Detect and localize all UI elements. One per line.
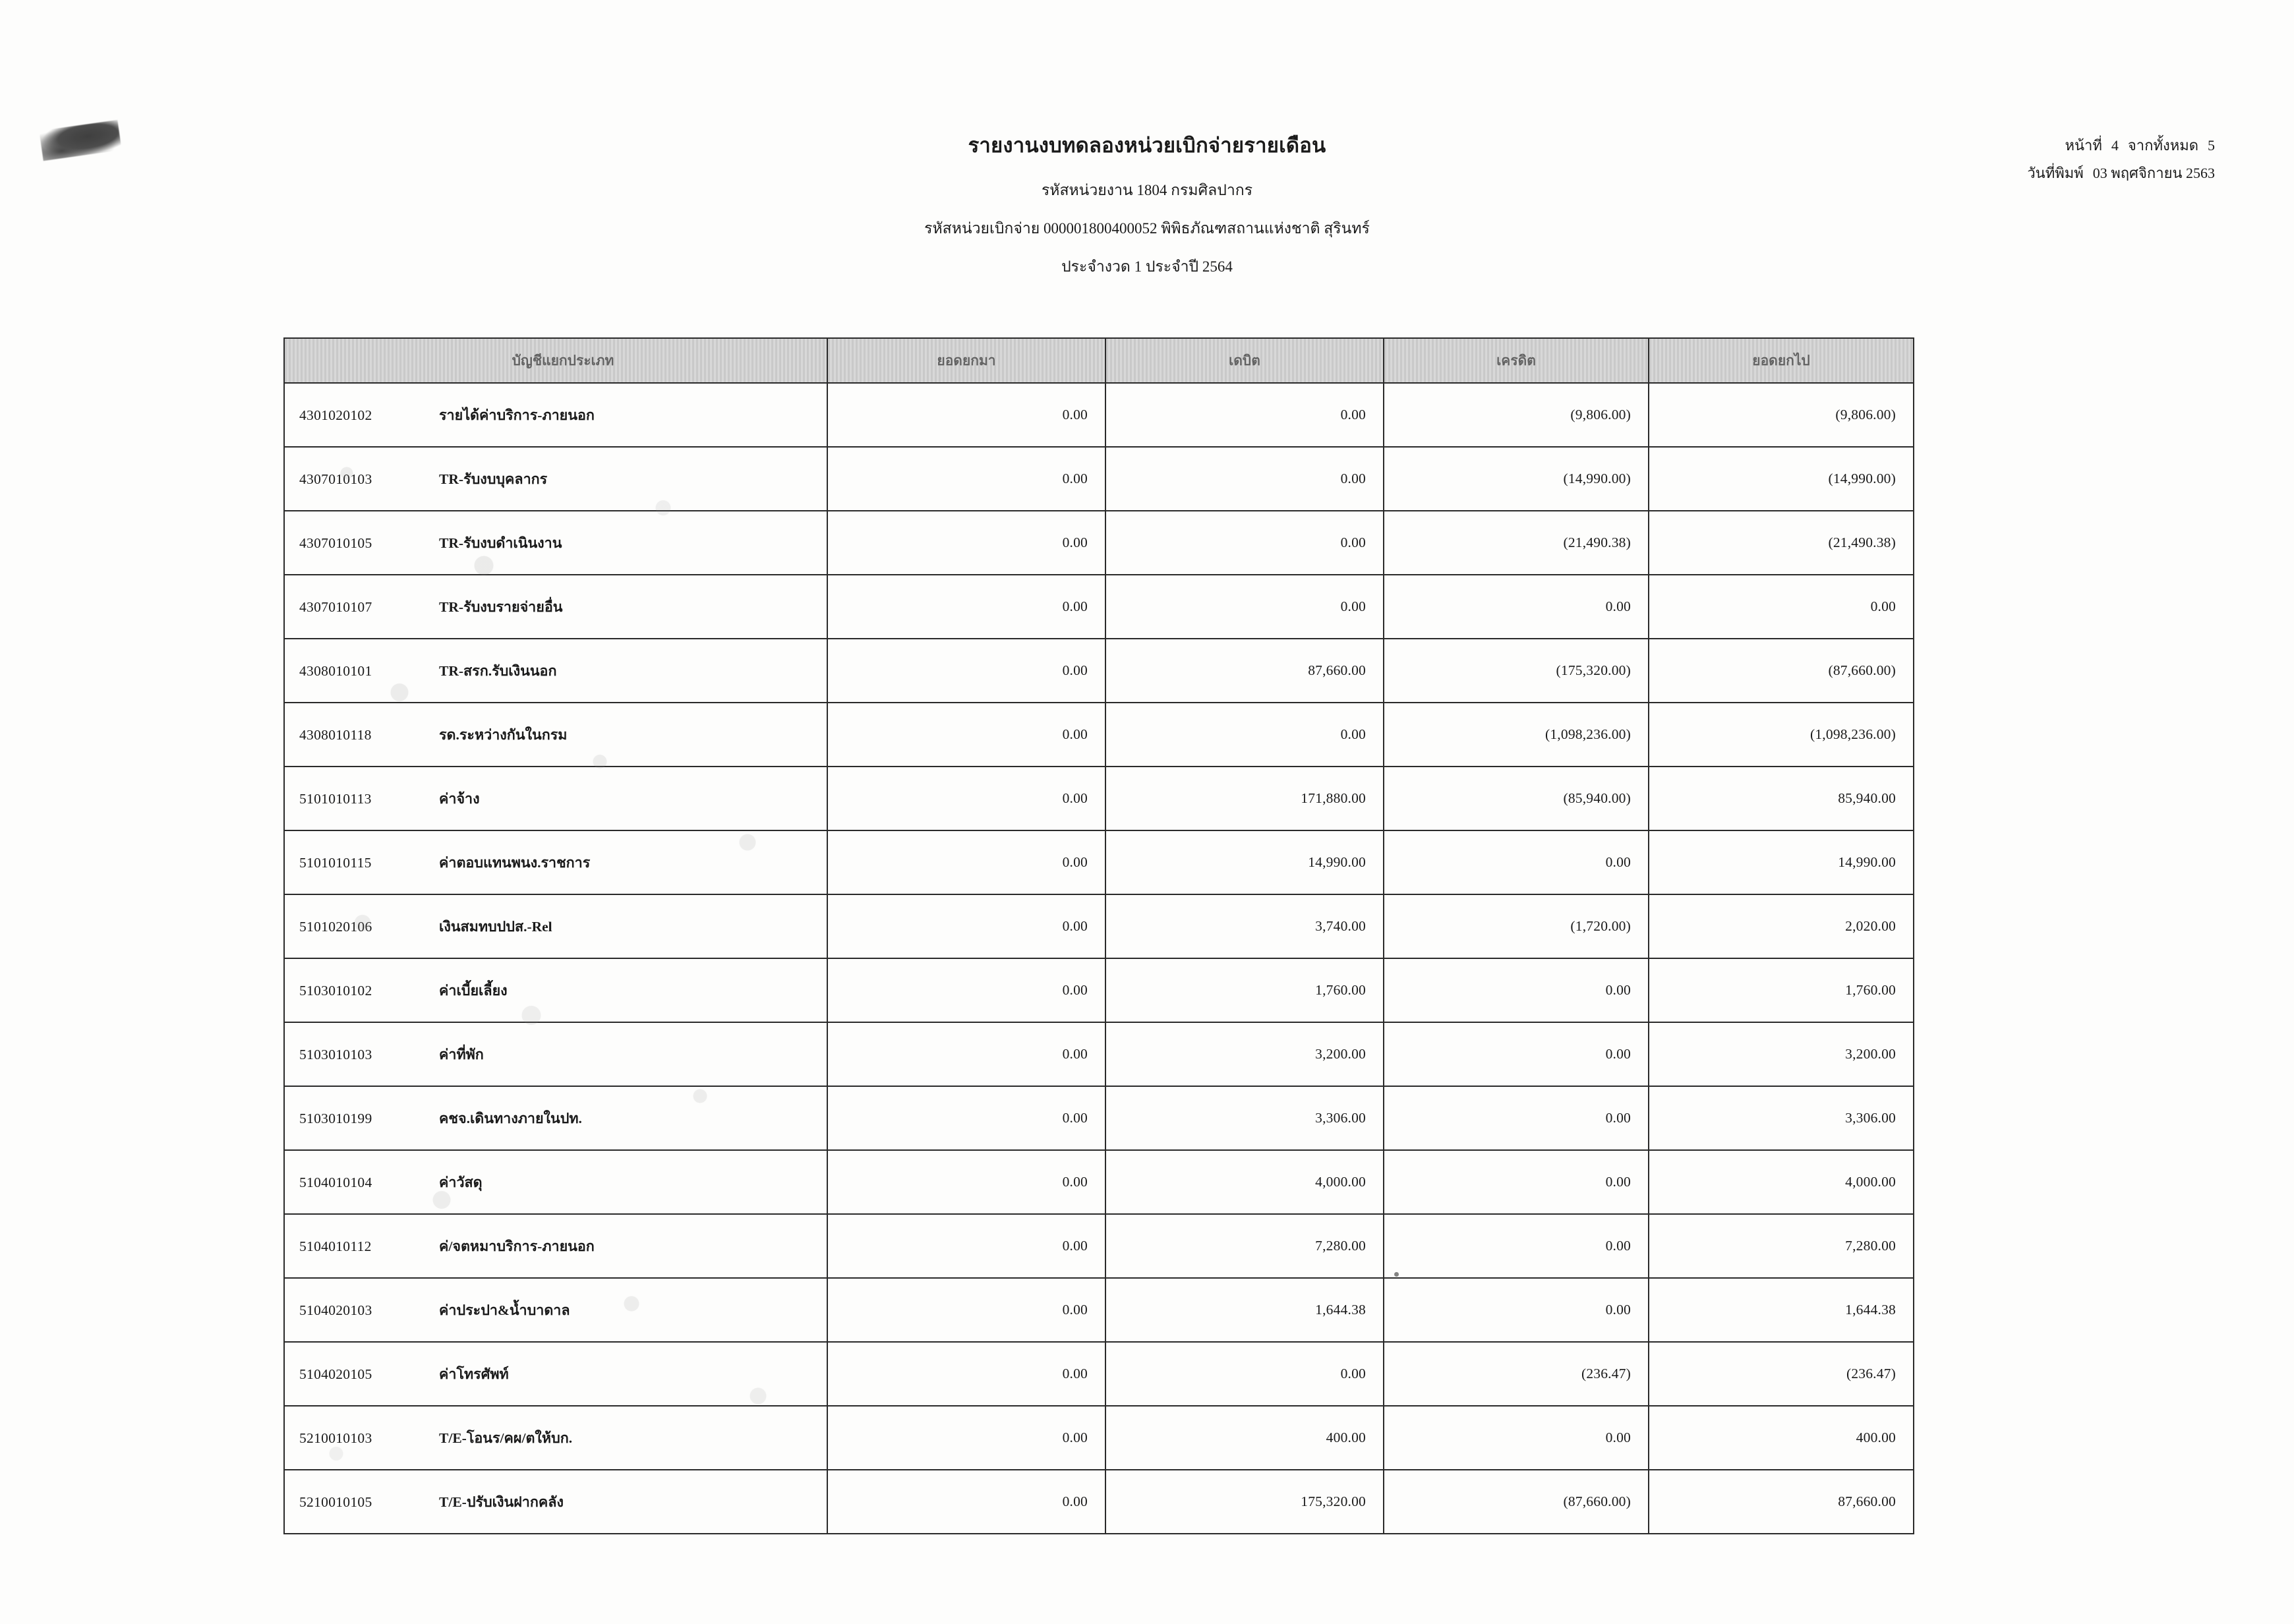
cell-credit: 0.00 (1384, 575, 1649, 639)
cell-credit: 0.00 (1384, 1278, 1649, 1342)
cell-account (284, 1022, 827, 1086)
account-name: ค่าวัสดุ (439, 1174, 483, 1190)
cell-opening: 0.00 (827, 767, 1105, 830)
trial-balance-table (283, 337, 1914, 1534)
table-row (284, 1214, 1914, 1278)
cell-account (284, 1150, 827, 1214)
account-code: 5104020103 (299, 1302, 372, 1318)
cell-account (284, 575, 827, 639)
cell-debit: 0.00 (1105, 575, 1384, 639)
account-name: ค่าประปา&น้ำบาดาล (439, 1302, 570, 1318)
cell-account (284, 1470, 827, 1534)
account-name: TR-รับงบรายจ่ายอื่น (439, 598, 563, 615)
account-code: 4307010105 (299, 535, 372, 551)
cell-closing: 0.00 (1649, 575, 1914, 639)
table-row (284, 1406, 1914, 1470)
cell-account (284, 767, 827, 830)
account-name: รด.ระหว่างกันในกรม (439, 726, 568, 743)
cell-debit: 4,000.00 (1105, 1150, 1384, 1214)
cell-credit: (87,660.00) (1384, 1470, 1649, 1534)
cell-opening: 0.00 (827, 511, 1105, 575)
col-header-credit: เครดิต (1384, 338, 1649, 383)
table-row (284, 1150, 1914, 1214)
account-name: ค่าเบี้ยเลี้ยง (439, 982, 508, 999)
table-row (284, 958, 1914, 1022)
cell-credit: (21,490.38) (1384, 511, 1649, 575)
table-row (284, 767, 1914, 830)
account-code: 5104010112 (299, 1238, 372, 1254)
cell-closing: 1,760.00 (1649, 958, 1914, 1022)
cell-debit: 0.00 (1105, 383, 1384, 447)
col-header-account: บัญชีแยกประเภท (284, 338, 827, 383)
account-name: T/E-โอนร/คผ/ตให้บก. (439, 1430, 573, 1446)
cell-credit: (1,720.00) (1384, 894, 1649, 958)
col-header-debit: เดบิต (1105, 338, 1384, 383)
cell-debit: 0.00 (1105, 1342, 1384, 1406)
cell-credit: (175,320.00) (1384, 639, 1649, 703)
cell-opening: 0.00 (827, 894, 1105, 958)
cell-account (284, 703, 827, 767)
account-code: 5104010104 (299, 1174, 372, 1190)
cell-credit: (9,806.00) (1384, 383, 1649, 447)
cell-opening: 0.00 (827, 958, 1105, 1022)
cell-credit: (236.47) (1384, 1342, 1649, 1406)
account-name: ค่าโทรศัพท์ (439, 1366, 509, 1382)
account-name: TR-รับงบดำเนินงาน (439, 535, 562, 551)
cell-credit: 0.00 (1384, 1214, 1649, 1278)
scan-artifact-speck (1394, 1272, 1399, 1277)
account-code: 4308010101 (299, 662, 372, 679)
cell-closing: 7,280.00 (1649, 1214, 1914, 1278)
cell-opening: 0.00 (827, 703, 1105, 767)
table-row (284, 1470, 1914, 1534)
total-pages-label: จากทั้งหมด (2127, 137, 2198, 154)
page-number-row (2027, 132, 2215, 160)
cell-closing: 2,020.00 (1649, 894, 1914, 958)
table-header-row (284, 338, 1914, 383)
print-date-label: วันที่พิมพ์ (2027, 164, 2084, 181)
cell-closing: (87,660.00) (1649, 639, 1914, 703)
cell-debit: 3,740.00 (1105, 894, 1384, 958)
account-code: 5101010113 (299, 790, 372, 807)
cell-debit: 0.00 (1105, 447, 1384, 511)
account-code: 5210010105 (299, 1494, 372, 1510)
cell-opening: 0.00 (827, 830, 1105, 894)
cell-opening: 0.00 (827, 1406, 1105, 1470)
account-code: 5101020106 (299, 918, 372, 935)
table-row (284, 1278, 1914, 1342)
cell-account (284, 383, 827, 447)
cell-debit: 3,306.00 (1105, 1086, 1384, 1150)
cell-closing: (21,490.38) (1649, 511, 1914, 575)
cell-account (284, 1086, 827, 1150)
account-code: 5103010199 (299, 1110, 372, 1126)
cell-closing: 3,306.00 (1649, 1086, 1914, 1150)
table-row (284, 1342, 1914, 1406)
table-row (284, 639, 1914, 703)
cell-closing: (14,990.00) (1649, 447, 1914, 511)
cell-closing: (1,098,236.00) (1649, 703, 1914, 767)
table-body (284, 383, 1914, 1534)
cell-debit: 0.00 (1105, 511, 1384, 575)
cell-account (284, 1214, 827, 1278)
cell-debit: 175,320.00 (1105, 1470, 1384, 1534)
account-code: 5103010103 (299, 1046, 372, 1062)
account-name: ค่าจ้าง (439, 790, 480, 807)
cell-account (284, 830, 827, 894)
account-name: รายได้ค่าบริการ-ภายนอก (439, 407, 595, 423)
cell-closing: 3,200.00 (1649, 1022, 1914, 1086)
account-name: ค่าที่พัก (439, 1046, 484, 1062)
account-code: 5210010103 (299, 1430, 372, 1446)
cell-opening: 0.00 (827, 1086, 1105, 1150)
cell-debit: 171,880.00 (1105, 767, 1384, 830)
col-header-closing: ยอดยกไป (1649, 338, 1914, 383)
cell-debit: 400.00 (1105, 1406, 1384, 1470)
cell-closing: (9,806.00) (1649, 383, 1914, 447)
cell-closing: 14,990.00 (1649, 830, 1914, 894)
cell-debit: 7,280.00 (1105, 1214, 1384, 1278)
page-label: หน้าที่ (2065, 137, 2102, 154)
cell-opening: 0.00 (827, 639, 1105, 703)
table-row (284, 894, 1914, 958)
col-header-opening: ยอดยกมา (827, 338, 1105, 383)
table-row (284, 383, 1914, 447)
cell-opening: 0.00 (827, 1470, 1105, 1534)
table-row (284, 703, 1914, 767)
print-date-value: 03 พฤศจิกายน 2563 (2092, 164, 2215, 181)
cell-opening: 0.00 (827, 1150, 1105, 1214)
cell-account (284, 958, 827, 1022)
account-name: คชจ.เดินทางภายในปท. (439, 1110, 582, 1126)
cell-account (284, 639, 827, 703)
table-header (284, 338, 1914, 383)
print-date-row (2027, 160, 2215, 187)
account-code: 4301020102 (299, 407, 372, 423)
cell-credit: 0.00 (1384, 830, 1649, 894)
account-name: TR-รับงบบุคลากร (439, 471, 548, 487)
cell-credit: (14,990.00) (1384, 447, 1649, 511)
cell-account (284, 511, 827, 575)
table-row (284, 1022, 1914, 1086)
cell-credit: (85,940.00) (1384, 767, 1649, 830)
cell-closing: (236.47) (1649, 1342, 1914, 1406)
cell-closing: 1,644.38 (1649, 1278, 1914, 1342)
account-code: 5104020105 (299, 1366, 372, 1382)
account-code: 5103010102 (299, 982, 372, 999)
cell-account (284, 1342, 827, 1406)
cell-opening: 0.00 (827, 1214, 1105, 1278)
account-name: เงินสมทบปปส.-Rel (439, 918, 552, 935)
cell-closing: 85,940.00 (1649, 767, 1914, 830)
cell-closing: 4,000.00 (1649, 1150, 1914, 1214)
cell-debit: 1,644.38 (1105, 1278, 1384, 1342)
cell-account (284, 447, 827, 511)
table-row (284, 511, 1914, 575)
cell-debit: 3,200.00 (1105, 1022, 1384, 1086)
account-name: T/E-ปรับเงินฝากคลัง (439, 1494, 564, 1510)
table-row (284, 447, 1914, 511)
cell-credit: 0.00 (1384, 958, 1649, 1022)
cell-opening: 0.00 (827, 575, 1105, 639)
trial-balance-table-wrap (283, 337, 1896, 1534)
cell-debit: 1,760.00 (1105, 958, 1384, 1022)
cell-opening: 0.00 (827, 1342, 1105, 1406)
account-name: ค่าตอบแทนพนง.ราชการ (439, 854, 591, 871)
cell-credit: 0.00 (1384, 1086, 1649, 1150)
cell-account (284, 1406, 827, 1470)
cell-opening: 0.00 (827, 383, 1105, 447)
period-line: ประจำงวด 1 ประจำปี 2564 (1061, 258, 1233, 275)
cell-opening: 0.00 (827, 1278, 1105, 1342)
table-row (284, 830, 1914, 894)
cell-account (284, 1278, 827, 1342)
account-name: TR-สรก.รับเงินนอก (439, 662, 557, 679)
table-row (284, 575, 1914, 639)
page-title: รายงานงบทดลองหน่วยเบิกจ่ายรายเดือน (968, 134, 1326, 157)
page-meta (2027, 132, 2215, 187)
cell-credit: (1,098,236.00) (1384, 703, 1649, 767)
cell-closing: 400.00 (1649, 1406, 1914, 1470)
agency-code-line: รหัสหน่วยงาน 1804 กรมศิลปากร (1041, 182, 1253, 198)
account-code: 4307010103 (299, 471, 372, 487)
cell-account (284, 894, 827, 958)
cell-debit: 0.00 (1105, 703, 1384, 767)
cell-credit: 0.00 (1384, 1022, 1649, 1086)
account-code: 4307010107 (299, 598, 372, 615)
account-name: ค่/จตหมาบริการ-ภายนอก (439, 1238, 595, 1254)
cell-opening: 0.00 (827, 1022, 1105, 1086)
cell-debit: 87,660.00 (1105, 639, 1384, 703)
disbursement-unit-line: รหัสหน่วยเบิกจ่าย 000001800400052 พิพิธภัณฑสถานแห่งชาติ สุรินทร์ (924, 220, 1370, 237)
account-code: 4308010118 (299, 726, 372, 743)
cell-debit: 14,990.00 (1105, 830, 1384, 894)
total-pages-value: 5 (2208, 137, 2215, 154)
page-number: 4 (2111, 137, 2119, 154)
cell-credit: 0.00 (1384, 1150, 1649, 1214)
cell-opening: 0.00 (827, 447, 1105, 511)
table-row (284, 1086, 1914, 1150)
cell-credit: 0.00 (1384, 1406, 1649, 1470)
account-code: 5101010115 (299, 854, 372, 871)
cell-closing: 87,660.00 (1649, 1470, 1914, 1534)
document-header (0, 129, 2294, 279)
